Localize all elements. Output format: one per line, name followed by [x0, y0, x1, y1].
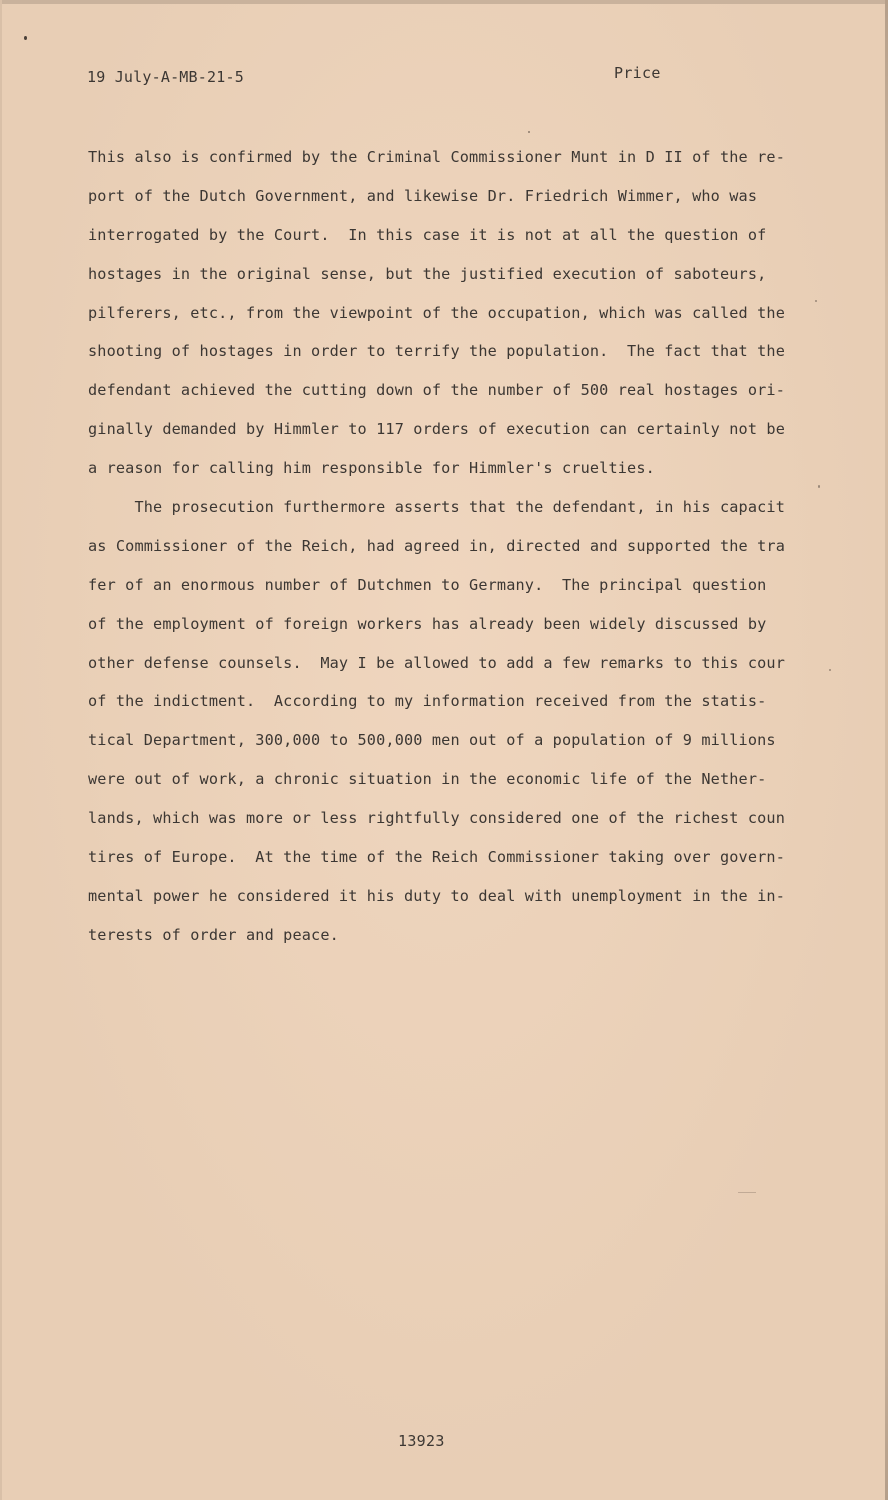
text-line: ginally demanded by Himmler to 117 orders of execution can certainly not be [88, 420, 786, 439]
ink-speck [815, 300, 817, 302]
page-left-edge [0, 0, 2, 1500]
text-line: The prosecution furthermore asserts that the defendant, in his capacit [88, 498, 786, 517]
document-reference: 19 July-A-MB-21-5 [87, 68, 244, 86]
text-line: of the employment of foreign workers has already been widely discussed by [88, 614, 767, 633]
page-number: 13923 [398, 1432, 445, 1450]
text-line: shooting of hostages in order to terrify the population. The fact that the [88, 342, 786, 361]
text-line: other defense counsels. May I be allowed to add a few remarks to this cour [88, 653, 786, 672]
text-line: pilferers, etc., from the viewpoint of the occupation, which was called the [88, 303, 786, 322]
ink-speck [829, 669, 831, 671]
text-line: were out of work, a chronic situation in the economic life of the Nether- [88, 770, 767, 789]
text-line: terests of order and peace. [88, 925, 339, 944]
page-top-edge [0, 0, 888, 4]
ink-speck [24, 36, 27, 40]
text-line: as Commissioner of the Reich, had agreed in, directed and supported the tra [88, 536, 786, 555]
text-line: defendant achieved the cutting down of the number of 500 real hostages ori- [88, 381, 786, 400]
ink-speck [818, 485, 820, 488]
transcript-body [88, 138, 808, 955]
text-line: mental power he considered it his duty to deal with unemployment in the in- [88, 886, 786, 905]
text-line: interrogated by the Court. In this case it is not at all the question of [88, 225, 767, 244]
text-line: tires of Europe. At the time of the Reich Commissioner taking over govern- [88, 848, 786, 867]
speaker-name: Price [614, 64, 661, 82]
ink-speck [528, 131, 530, 133]
text-line: tical Department, 300,000 to 500,000 men out of a population of 9 millions [88, 731, 776, 750]
ink-speck [738, 1192, 756, 1193]
text-line: of the indictment. According to my information received from the statis- [88, 692, 767, 711]
text-line: fer of an enormous number of Dutchmen to Germany. The principal question [88, 575, 767, 594]
text-line: This also is confirmed by the Criminal Commissioner Munt in D II of the re- [88, 148, 786, 166]
text-line: port of the Dutch Government, and likewise Dr. Friedrich Wimmer, who was [88, 186, 758, 205]
text-line: hostages in the original sense, but the justified execution of saboteurs, [88, 264, 767, 283]
text-line: lands, which was more or less rightfully considered one of the richest coun [88, 809, 786, 828]
text-line: a reason for calling him responsible for Himmler's cruelties. [88, 459, 655, 478]
